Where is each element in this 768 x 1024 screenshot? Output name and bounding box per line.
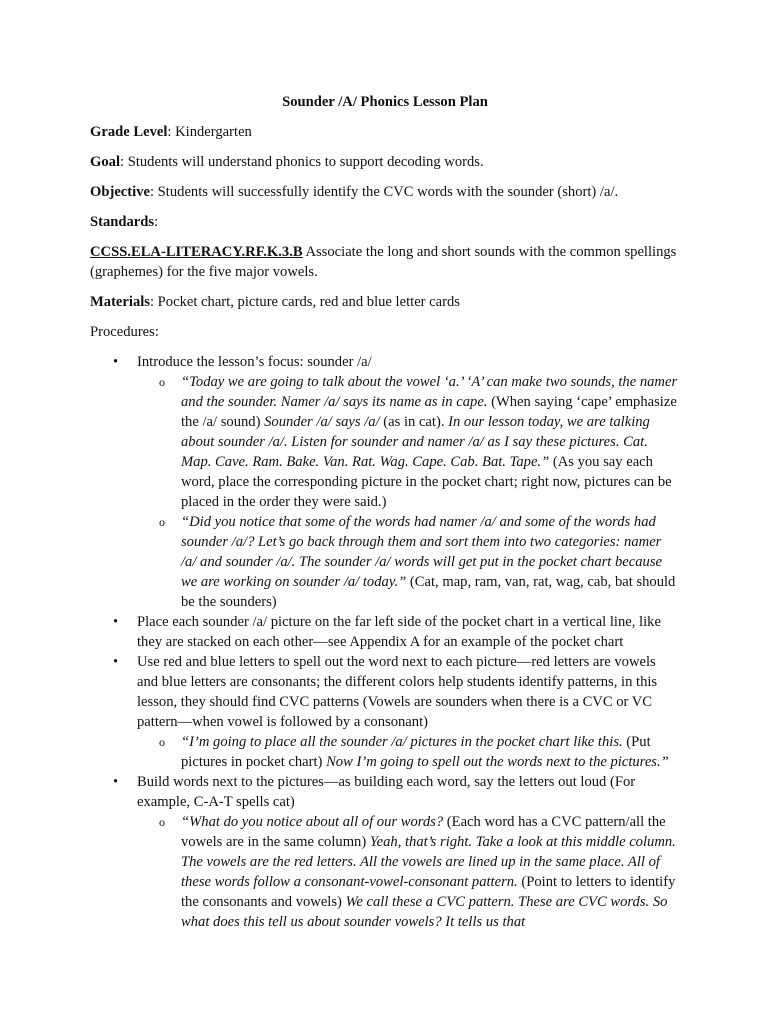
procedure-sublist [137,732,680,772]
grade-level-value: : Kindergarten [167,124,252,140]
teacher-note: (When saying ‘cape’ emphasize the /a/ sound) [181,394,677,430]
script-quote: We call these a CVC pattern. These are CVC words. So what does this tell us about sounder vowels? It tells us that [181,894,668,930]
materials-label: Materials [90,294,150,310]
goal-line [90,152,680,172]
teacher-note: (As you say each word, place the corresponding picture in the pocket chart; right now, pictures can be placed in the order they were said.) [181,454,672,510]
procedure-bullet-text: Build words next to the pictures—as building each word, say the letters out loud (For example, C-A-T spells cat) [137,774,636,810]
script-quote: “I’m going to place all the sounder /a/ pictures in the pocket chart like this. [181,734,623,750]
procedure-bullet [90,352,680,612]
procedure-sublist [137,812,680,932]
teacher-note: (as in cat). [379,414,449,430]
procedure-sublist [137,372,680,612]
standard-description: Associate the long and short sounds with the common spellings (graphemes) for the five major vowels. [90,244,677,280]
standard-code-link[interactable]: CCSS.ELA-LITERACY.RF.K.3.B [90,244,303,260]
teacher-note: (Cat, map, ram, van, rat, wag, cab, bat should be the sounders) [181,574,676,610]
page-title: Sounder /A/ Phonics Lesson Plan [282,94,488,110]
grade-level-label: Grade Level [90,124,168,140]
procedure-subitem [137,512,680,612]
script-quote: Now I’m going to spell out the words next to the pictures.” [326,754,669,770]
lesson-plan-body [90,92,680,932]
objective-value: : Students will successfully identify the CVC words with the sounder (short) /a/. [149,184,619,200]
script-quote: In our lesson today, we are talking about sounder /a/. Listen for sounder and namer /a/ as I say these pictures. Cat. Map. Cave. Ram. Bake. Van. Rat. Wag. Cape. Cab. Bat. Tape.” [181,414,650,470]
script-quote: “What do you notice about all of our words? [181,814,444,830]
teacher-note: (Each word has a CVC pattern/all the vowels are in the same column) [181,814,666,850]
teacher-note: (Put pictures in pocket chart) [181,734,651,770]
script-quote: Yeah, that’s right. Take a look at this middle column. The vowels are the red letters. All the vowels are lined up in the same place. All of these words follow a consonant-vowel-consonant pattern. [181,834,676,890]
materials-line [90,292,680,312]
objective-line [90,182,680,202]
materials-value: : Pocket chart, picture cards, red and blue letter cards [149,294,460,310]
teacher-note: (Point to letters to identify the consonants and vowels) [181,874,676,910]
grade-level-line [90,122,680,142]
procedure-subitem [137,372,680,512]
procedure-bullet-text: Introduce the lesson’s focus: sounder /a/ [137,354,372,370]
goal-label: Goal [90,154,120,170]
standards-label: Standards [90,214,155,230]
procedures-list [90,352,680,932]
script-quote: Sounder /a/ says /a/ [264,414,380,430]
script-quote: “Today we are going to talk about the vowel ‘a.’ ‘A’ can make two sounds, the namer and the sounder. Namer /a/ says its name as in cape. [181,374,678,410]
procedure-bullet [90,612,680,652]
script-quote: “Did you notice that some of the words had namer /a/ and some of the words had sounder /a/? Let’s go back through them and sort them into two categories: namer /a/ and sounder /a/. The sounder /a/ words will get put in the pocket chart because we are working on sounder /a/ today.” [181,514,663,590]
procedures-heading: Procedures: [90,324,159,340]
standards-line [90,212,680,232]
standard-item [90,242,680,282]
procedure-bullet [90,772,680,932]
procedure-bullet [90,652,680,772]
procedure-subitem [137,812,680,932]
standards-suffix: : [154,214,159,230]
goal-value: : Students will understand phonics to support decoding words. [120,154,484,170]
procedure-bullet-text: Use red and blue letters to spell out the word next to each picture—red letters are vowels and blue letters are consonants; the different colors help students identify patterns, in this lesson, they should find CVC patterns (Vowels are sounders when there is a CVC or VC pattern—when vowel is followed by a consonant) [137,654,658,730]
objective-label: Objective [90,184,150,200]
procedure-bullet-text: Place each sounder /a/ picture on the far left side of the pocket chart in a vertical line, like they are stacked on each other—see Appendix A for an example of the pocket chart [137,614,661,650]
procedure-subitem [137,732,680,772]
